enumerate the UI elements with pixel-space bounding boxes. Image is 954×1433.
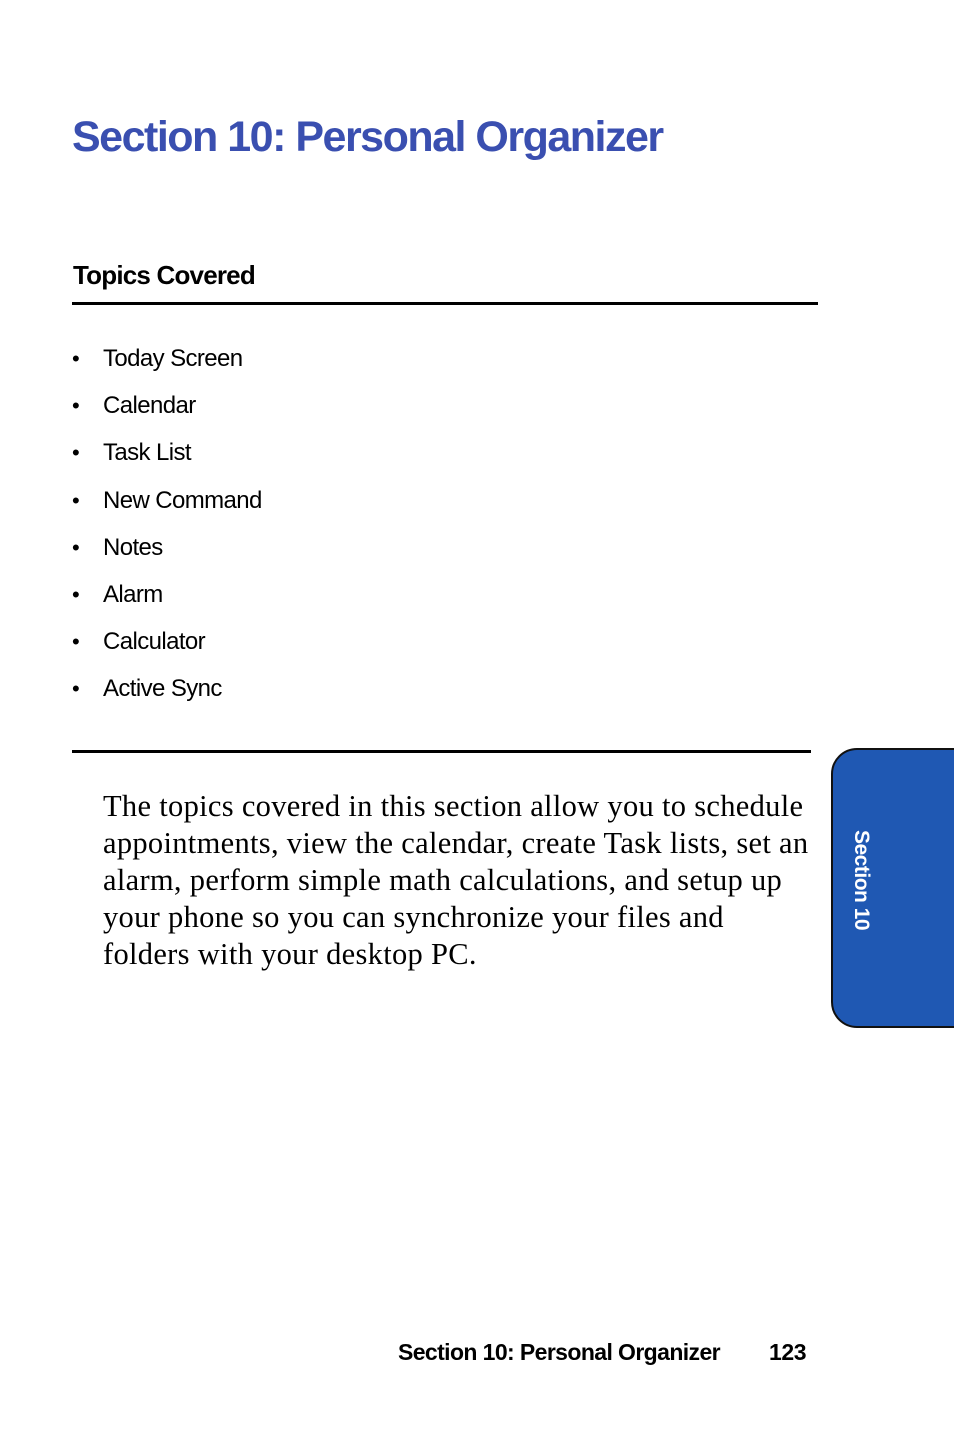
bullet-icon: • (72, 440, 80, 466)
bullet-icon: • (72, 534, 80, 560)
intro-paragraph: The topics covered in this section allow you to schedule appointments, view the calendar, create Task lists, set an alarm, perform simple math calculations, and setup up your phone so you can synchronize your files and folders with your desktop PC. (103, 789, 809, 971)
bullet-icon: • (72, 676, 80, 702)
section-side-tab (831, 748, 954, 1028)
page-title: Section 10: Personal Organizer (72, 113, 663, 161)
bullet-icon: • (72, 581, 80, 607)
bullet-icon: • (72, 629, 80, 655)
topics-bottom-rule (72, 750, 811, 753)
topics-heading: Topics Covered (73, 260, 255, 290)
page-number: 123 (769, 1339, 807, 1365)
topic-label: Alarm (103, 580, 163, 608)
bullet-icon: • (72, 487, 80, 513)
bullet-icon: • (72, 346, 80, 371)
topic-label: Calculator (103, 628, 206, 656)
topic-label: Calendar (103, 392, 196, 420)
section-tab-label: Section 10 (850, 830, 873, 931)
topic-label: Notes (103, 533, 163, 561)
topic-label: New Command (103, 486, 262, 514)
bullet-icon: • (72, 393, 80, 419)
footer-section-title: Section 10: Personal Organizer (398, 1339, 721, 1365)
topic-label: Task List (103, 439, 191, 467)
topic-label: Active Sync (103, 675, 222, 703)
topic-label: Today Screen (103, 345, 243, 372)
topics-top-rule (72, 302, 818, 305)
